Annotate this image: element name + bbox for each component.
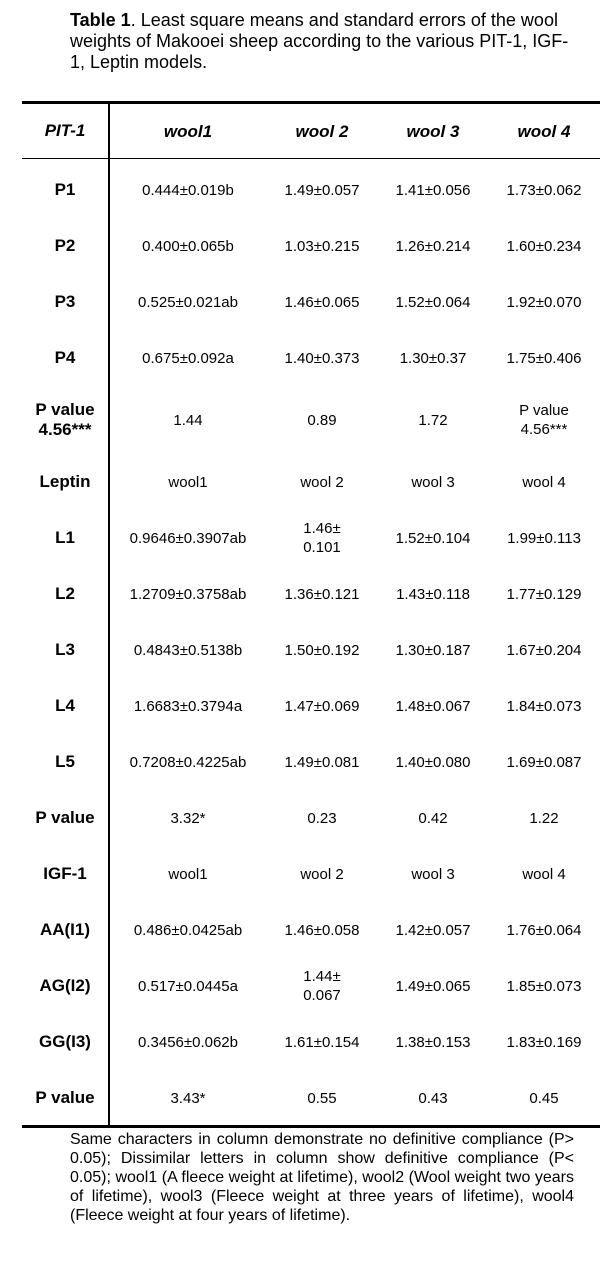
value-cell: P value 4.56***	[519, 402, 569, 438]
value-cell: 1.49±0.057	[284, 181, 360, 199]
value-cell: 0.9646±0.3907ab	[129, 529, 247, 547]
value-cell: 1.84±0.073	[506, 697, 582, 715]
value-cell: wool1	[168, 473, 208, 491]
value-cell: 1.41±0.056	[395, 181, 471, 199]
table-row	[22, 386, 600, 454]
table-header-row	[22, 104, 600, 158]
value-cell: 1.40±0.373	[284, 349, 360, 367]
header-cell: wool 2	[295, 121, 349, 141]
value-cell: wool 2	[300, 473, 344, 491]
value-cell: wool 3	[411, 473, 455, 491]
row-label-cell: GG(I3)	[39, 1032, 91, 1051]
value-cell: 0.525±0.021ab	[138, 293, 238, 311]
table-row	[22, 454, 600, 510]
value-cell: 1.85±0.073	[506, 977, 582, 995]
table-bottom-rule	[22, 1125, 600, 1128]
row-label-cell: Leptin	[39, 472, 91, 491]
value-cell: 1.73±0.062	[506, 181, 582, 199]
value-cell: 1.77±0.129	[506, 585, 582, 603]
value-cell: 1.26±0.214	[395, 237, 471, 255]
header-cell: wool 3	[406, 121, 460, 141]
value-cell: 1.49±0.065	[395, 977, 471, 995]
row-label-cell: AA(I1)	[39, 920, 91, 939]
value-cell: 1.47±0.069	[284, 697, 360, 715]
table-row	[22, 846, 600, 902]
table-row	[22, 330, 600, 386]
value-cell: 0.3456±0.062b	[138, 1033, 238, 1051]
header-cell: wool 4	[517, 121, 571, 141]
value-cell: 1.50±0.192	[284, 641, 360, 659]
value-cell: 1.60±0.234	[506, 237, 582, 255]
row-label-cell: L4	[55, 696, 75, 715]
table-row	[22, 678, 600, 734]
value-cell: 1.38±0.153	[395, 1033, 471, 1051]
value-cell: 0.42	[418, 809, 448, 827]
value-cell: 0.89	[307, 411, 337, 429]
value-cell: 0.4843±0.5138b	[133, 641, 243, 659]
table-row	[22, 566, 600, 622]
value-cell: 1.83±0.169	[506, 1033, 582, 1051]
value-cell: 1.22	[529, 809, 559, 827]
row-label-cell: L2	[55, 584, 75, 603]
value-cell: 1.92±0.070	[506, 293, 582, 311]
table-row	[22, 274, 600, 330]
row-label-cell: L3	[55, 640, 75, 659]
value-cell: 0.7208±0.4225ab	[129, 753, 247, 771]
value-cell: 1.44	[173, 411, 203, 429]
value-cell: 1.36±0.121	[284, 585, 360, 603]
value-cell: 1.46±0.058	[284, 921, 360, 939]
value-cell: 3.32*	[170, 809, 206, 827]
value-cell: 1.30±0.37	[399, 349, 467, 367]
table-row	[22, 1014, 600, 1070]
value-cell: wool 4	[522, 865, 566, 883]
value-cell: 1.40±0.080	[395, 753, 471, 771]
row-label-cell: IGF-1	[43, 864, 87, 883]
row-label-cell: P2	[54, 236, 76, 255]
table-row	[22, 162, 600, 218]
table-row	[22, 902, 600, 958]
table-caption-text: . Least square means and standard errors of the wool weights of Makooei sheep according to the various PIT-1, IGF-1, Leptin models.	[70, 10, 569, 72]
value-cell: wool 3	[411, 865, 455, 883]
value-cell: 1.75±0.406	[506, 349, 582, 367]
value-cell: wool 2	[300, 865, 344, 883]
value-cell: 1.67±0.204	[506, 641, 582, 659]
value-cell: 1.46± 0.101	[303, 520, 341, 556]
value-cell: 0.23	[307, 809, 337, 827]
row-label-cell: P1	[54, 180, 76, 199]
row-label-cell: AG(I2)	[39, 976, 91, 995]
value-cell: wool1	[168, 865, 208, 883]
value-cell: 1.61±0.154	[284, 1033, 360, 1051]
value-cell: 1.72	[418, 411, 448, 429]
value-cell: 0.675±0.092a	[142, 349, 234, 367]
table-caption	[70, 10, 570, 73]
table-row	[22, 622, 600, 678]
value-cell: 0.45	[529, 1089, 559, 1107]
table-footnote: Same characters in column demonstrate no definitive compliance (P> 0.05); Dissimilar letters in column show definitive compliance (P< 0.05); wool1 (A fleece weight at lifetime), wool2 (Wool weight two years of lifetime), wool3 (Fleece weight at three years of lifetime), wool4 (Fleece weight at four years of lifetime).	[70, 1131, 574, 1224]
value-cell: 3.43*	[170, 1089, 206, 1107]
value-cell: 1.76±0.064	[506, 921, 582, 939]
value-cell: 1.49±0.081	[284, 753, 360, 771]
value-cell: 1.03±0.215	[284, 237, 360, 255]
value-cell: 0.400±0.065b	[142, 237, 234, 255]
value-cell: 1.52±0.064	[395, 293, 471, 311]
value-cell: 1.2709±0.3758ab	[129, 585, 247, 603]
header-cell: PIT-1	[44, 121, 86, 140]
value-cell: 1.30±0.187	[395, 641, 471, 659]
value-cell: 1.44± 0.067	[303, 968, 341, 1004]
table-row	[22, 510, 600, 566]
row-label-cell: P value 4.56***	[35, 400, 95, 439]
row-label-cell: P3	[54, 292, 76, 311]
row-label-cell: L5	[55, 752, 75, 771]
table-row	[22, 958, 600, 1014]
table-label: Table 1	[70, 10, 131, 30]
value-cell: 1.42±0.057	[395, 921, 471, 939]
table-row	[22, 218, 600, 274]
value-cell: 0.55	[307, 1089, 337, 1107]
value-cell: 1.99±0.113	[507, 529, 581, 547]
value-cell: 1.69±0.087	[506, 753, 582, 771]
row-label-cell: L1	[55, 528, 75, 547]
row-label-cell: P value	[35, 808, 95, 827]
value-cell: 0.517±0.0445a	[138, 977, 238, 995]
value-cell: 0.43	[418, 1089, 448, 1107]
header-cell: wool1	[163, 121, 213, 141]
value-cell: 0.444±0.019b	[142, 181, 234, 199]
value-cell: 1.48±0.067	[395, 697, 471, 715]
value-cell: 1.43±0.118	[396, 585, 470, 603]
table-row	[22, 790, 600, 846]
table-row	[22, 734, 600, 790]
row-label-cell: P value	[35, 1088, 95, 1107]
value-cell: 1.52±0.104	[395, 529, 471, 547]
row-label-cell: P4	[54, 348, 76, 367]
value-cell: wool 4	[522, 473, 566, 491]
value-cell: 1.6683±0.3794a	[133, 697, 243, 715]
value-cell: 0.486±0.0425ab	[133, 921, 243, 939]
table-row	[22, 1070, 600, 1126]
value-cell: 1.46±0.065	[284, 293, 360, 311]
